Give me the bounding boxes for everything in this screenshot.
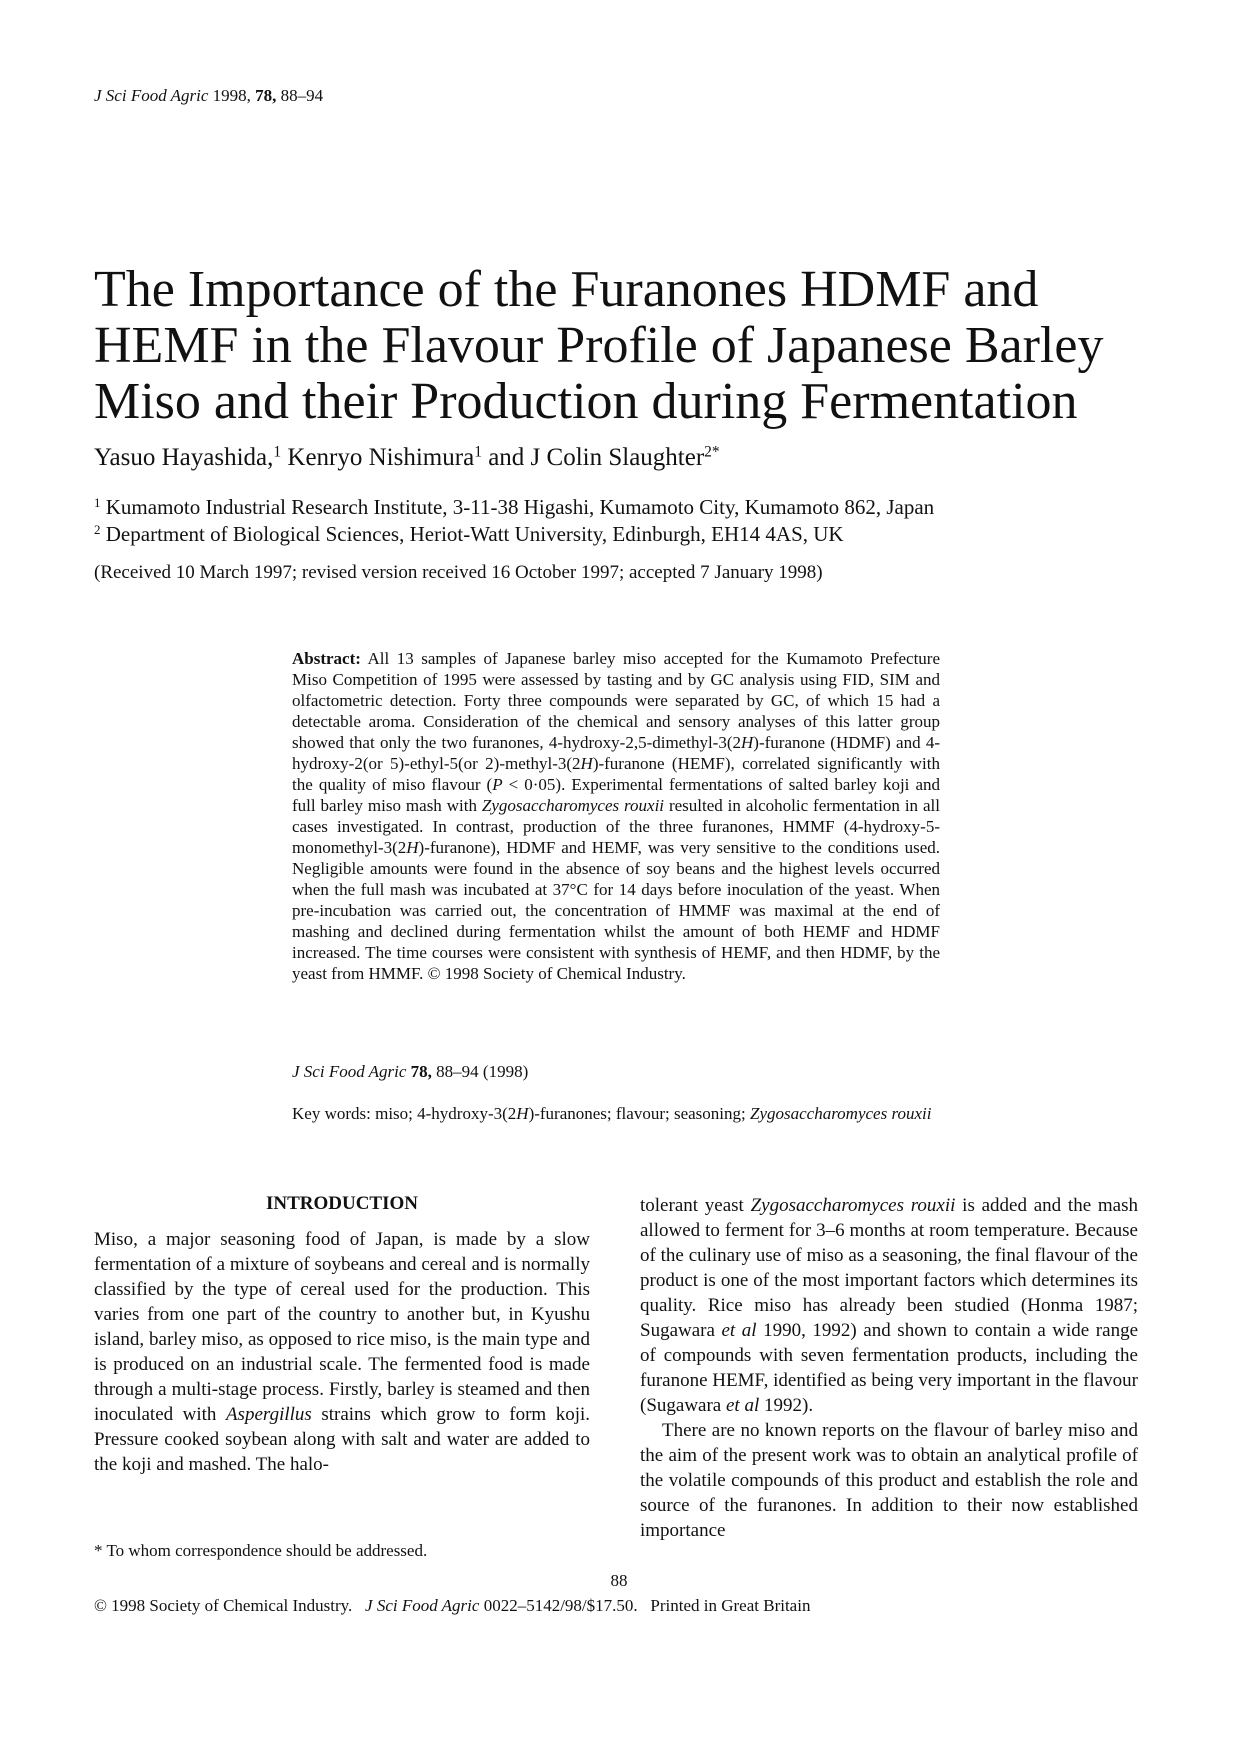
abstract-text: )-furanone), HDMF and HEMF, was very sensitive to the conditions used. Negligible amounts were found in the absence of soy beans and the highest levels occurred when the full mash was incubated at 37°C for 14 days before inoculation of the yeast. When pre-incubation was carried out, the concentration of HMMF was maximal at the end of mashing and declined during fermentation whilst the amount of both HEMF and HDMF increased. The time courses were consistent with synthesis of HEMF, and then HDMF, by the yeast from HMMF. © 1998 Society of Chemical Industry.: [292, 838, 940, 983]
abstract-label: Abstract:: [292, 649, 361, 668]
abstract-text: resulted in alcoholic fermentation in all cases investigated. In contrast, production of the three furanones, HMMF (4-hydroxy-5-monomethyl-3(2: [292, 796, 940, 857]
paragraph: [640, 1193, 1138, 1418]
affiliation: [94, 494, 934, 521]
keywords-text: )-furanones; flavour; seasoning;: [528, 1104, 750, 1123]
affiliation-mark: 2: [94, 521, 101, 537]
author-list: [94, 444, 720, 472]
author-conjunction: and: [488, 444, 525, 471]
citation-volume: 78,: [410, 1062, 432, 1081]
abstract-text: )-furanone (HDMF) and 4-hydroxy-2(or 5)-ethyl-5(or 2)-methyl-3(2: [292, 733, 941, 773]
body-italic: et al: [721, 1320, 757, 1341]
paragraph: There are no known reports on the flavour of barley miso and the aim of the present work was to obtain an analytical profile of the volatile compounds of this product and establish the role and source of the furanones. In addition to their now established importance: [640, 1420, 1138, 1541]
author-name: Kenryo Nishimura: [287, 444, 475, 471]
author-name: J Colin Slaughter: [530, 444, 705, 471]
body-text: 1990, 1992) and shown to contain a wide range of compounds with seven fermentation products, including the furanone HEMF, identified as being very important in the flavour (Sugawara: [640, 1320, 1138, 1416]
body-italic: Aspergillus: [225, 1404, 312, 1425]
page-footer: [94, 1596, 810, 1616]
abstract-italic: H: [406, 838, 419, 857]
body-italic: Zygosaccharomyces rouxii: [750, 1195, 956, 1216]
paper-title: [94, 262, 1174, 430]
abstract-italic: Zygosaccharomyces rouxii: [481, 796, 665, 815]
header-pages: 88–94: [280, 86, 324, 105]
title-line: The Importance of the Furanones HDMF and: [94, 261, 1039, 318]
affiliation-mark: 1: [94, 494, 101, 510]
author-affil-mark: 2*: [704, 443, 720, 461]
body-column-left: [94, 1227, 590, 1477]
keywords-text: Key words: miso; 4-hydroxy-3(2: [292, 1104, 517, 1123]
keywords-italic: H: [516, 1104, 529, 1123]
footer-printed: Printed in Great Britain: [650, 1596, 811, 1615]
abstract-citation: [292, 1062, 528, 1082]
footnote: * To whom correspondence should be addressed.: [94, 1541, 428, 1560]
affiliation-text: Kumamoto Industrial Research Institute, 3-11-38 Higashi, Kumamoto City, Kumamoto 862, Japan: [105, 495, 935, 519]
body-text: Miso, a major seasoning food of Japan, is made by a slow fermentation of a mixture of soybeans and cereal and is normally classified by the type of cereal used for the production. This varies from one part of the country to another but, in Kyushu island, barley miso, as opposed to rice miso, is the main type and is produced on an industrial scale. The fermented food is made through a multi-stage process. Firstly, barley is steamed and then inoculated with: [94, 1229, 590, 1425]
body-italic: et al: [726, 1395, 760, 1416]
title-line: Miso and their Production during Fermentation: [94, 373, 1078, 430]
body-text: strains which grow to form koji. Pressure cooked soybean along with salt and water are added to the koji and mashed. The halo-: [94, 1404, 591, 1475]
footer-issn: 0022–5142/98/$17.50.: [483, 1596, 638, 1615]
header-journal: J Sci Food Agric: [94, 86, 209, 105]
journal-header: [94, 86, 323, 106]
header-volume: 78,: [255, 86, 277, 105]
abstract-italic: P: [492, 775, 503, 794]
affiliation-text: Department of Biological Sciences, Heriot-Watt University, Edinburgh, EH14 4AS, UK: [105, 522, 844, 546]
footer-journal: J Sci Food Agric: [365, 1596, 480, 1615]
abstract-text: )-furanone (HEMF), correlated significantly with the quality of miso flavour (: [292, 754, 940, 794]
body-text: is added and the mash allowed to ferment for 3–6 months at room temperature. Because of the culinary use of miso as a seasoning, the final flavour of the product is one of the most important factors which determines its quality. Rice miso has already been studied (Honma 1987; Sugawara: [640, 1195, 1138, 1341]
author-affil-mark: 1: [273, 443, 282, 461]
footer-copyright: © 1998 Society of Chemical Industry.: [94, 1596, 353, 1615]
citation-pages: 88–94 (1998): [436, 1062, 529, 1081]
affiliations: [94, 494, 934, 548]
abstract: [292, 648, 940, 984]
body-column-right: [640, 1193, 1138, 1543]
section-heading: INTRODUCTION: [265, 1193, 419, 1214]
abstract-italic: H: [580, 754, 593, 773]
abstract-text: All 13 samples of Japanese barley miso accepted for the Kumamoto Prefecture Miso Competition of 1995 were assessed by tasting and by GC analysis using FID, SIM and olfactometric detection. Forty three compounds were separated by GC, of which 15 had a detectable aroma. Consideration of the chemical and sensory analyses of this latter group showed that only the two furanones, 4-hydroxy-2,5-dimethyl-3(2: [292, 649, 941, 752]
page-number: 88: [610, 1571, 628, 1590]
title-line: HEMF in the Flavour Profile of Japanese Barley: [94, 317, 1104, 374]
body-text: 1992).: [759, 1395, 814, 1416]
header-year: 1998,: [212, 86, 251, 105]
author-name: Yasuo Hayashida,: [94, 444, 274, 471]
affiliation: [94, 521, 934, 548]
citation-journal: J Sci Food Agric: [292, 1062, 407, 1081]
abstract-italic: H: [741, 733, 754, 752]
body-text: tolerant yeast: [640, 1195, 751, 1216]
author-affil-mark: 1: [474, 443, 482, 461]
keywords-italic: Zygosaccharomyces rouxii: [749, 1104, 932, 1123]
received-dates: (Received 10 March 1997; revised version received 16 October 1997; accepted 7 January 1998): [94, 562, 823, 583]
abstract-text: < 0·05). Experimental fermentations of salted barley koji and full barley miso mash with: [292, 775, 940, 815]
keywords: [292, 1103, 940, 1124]
